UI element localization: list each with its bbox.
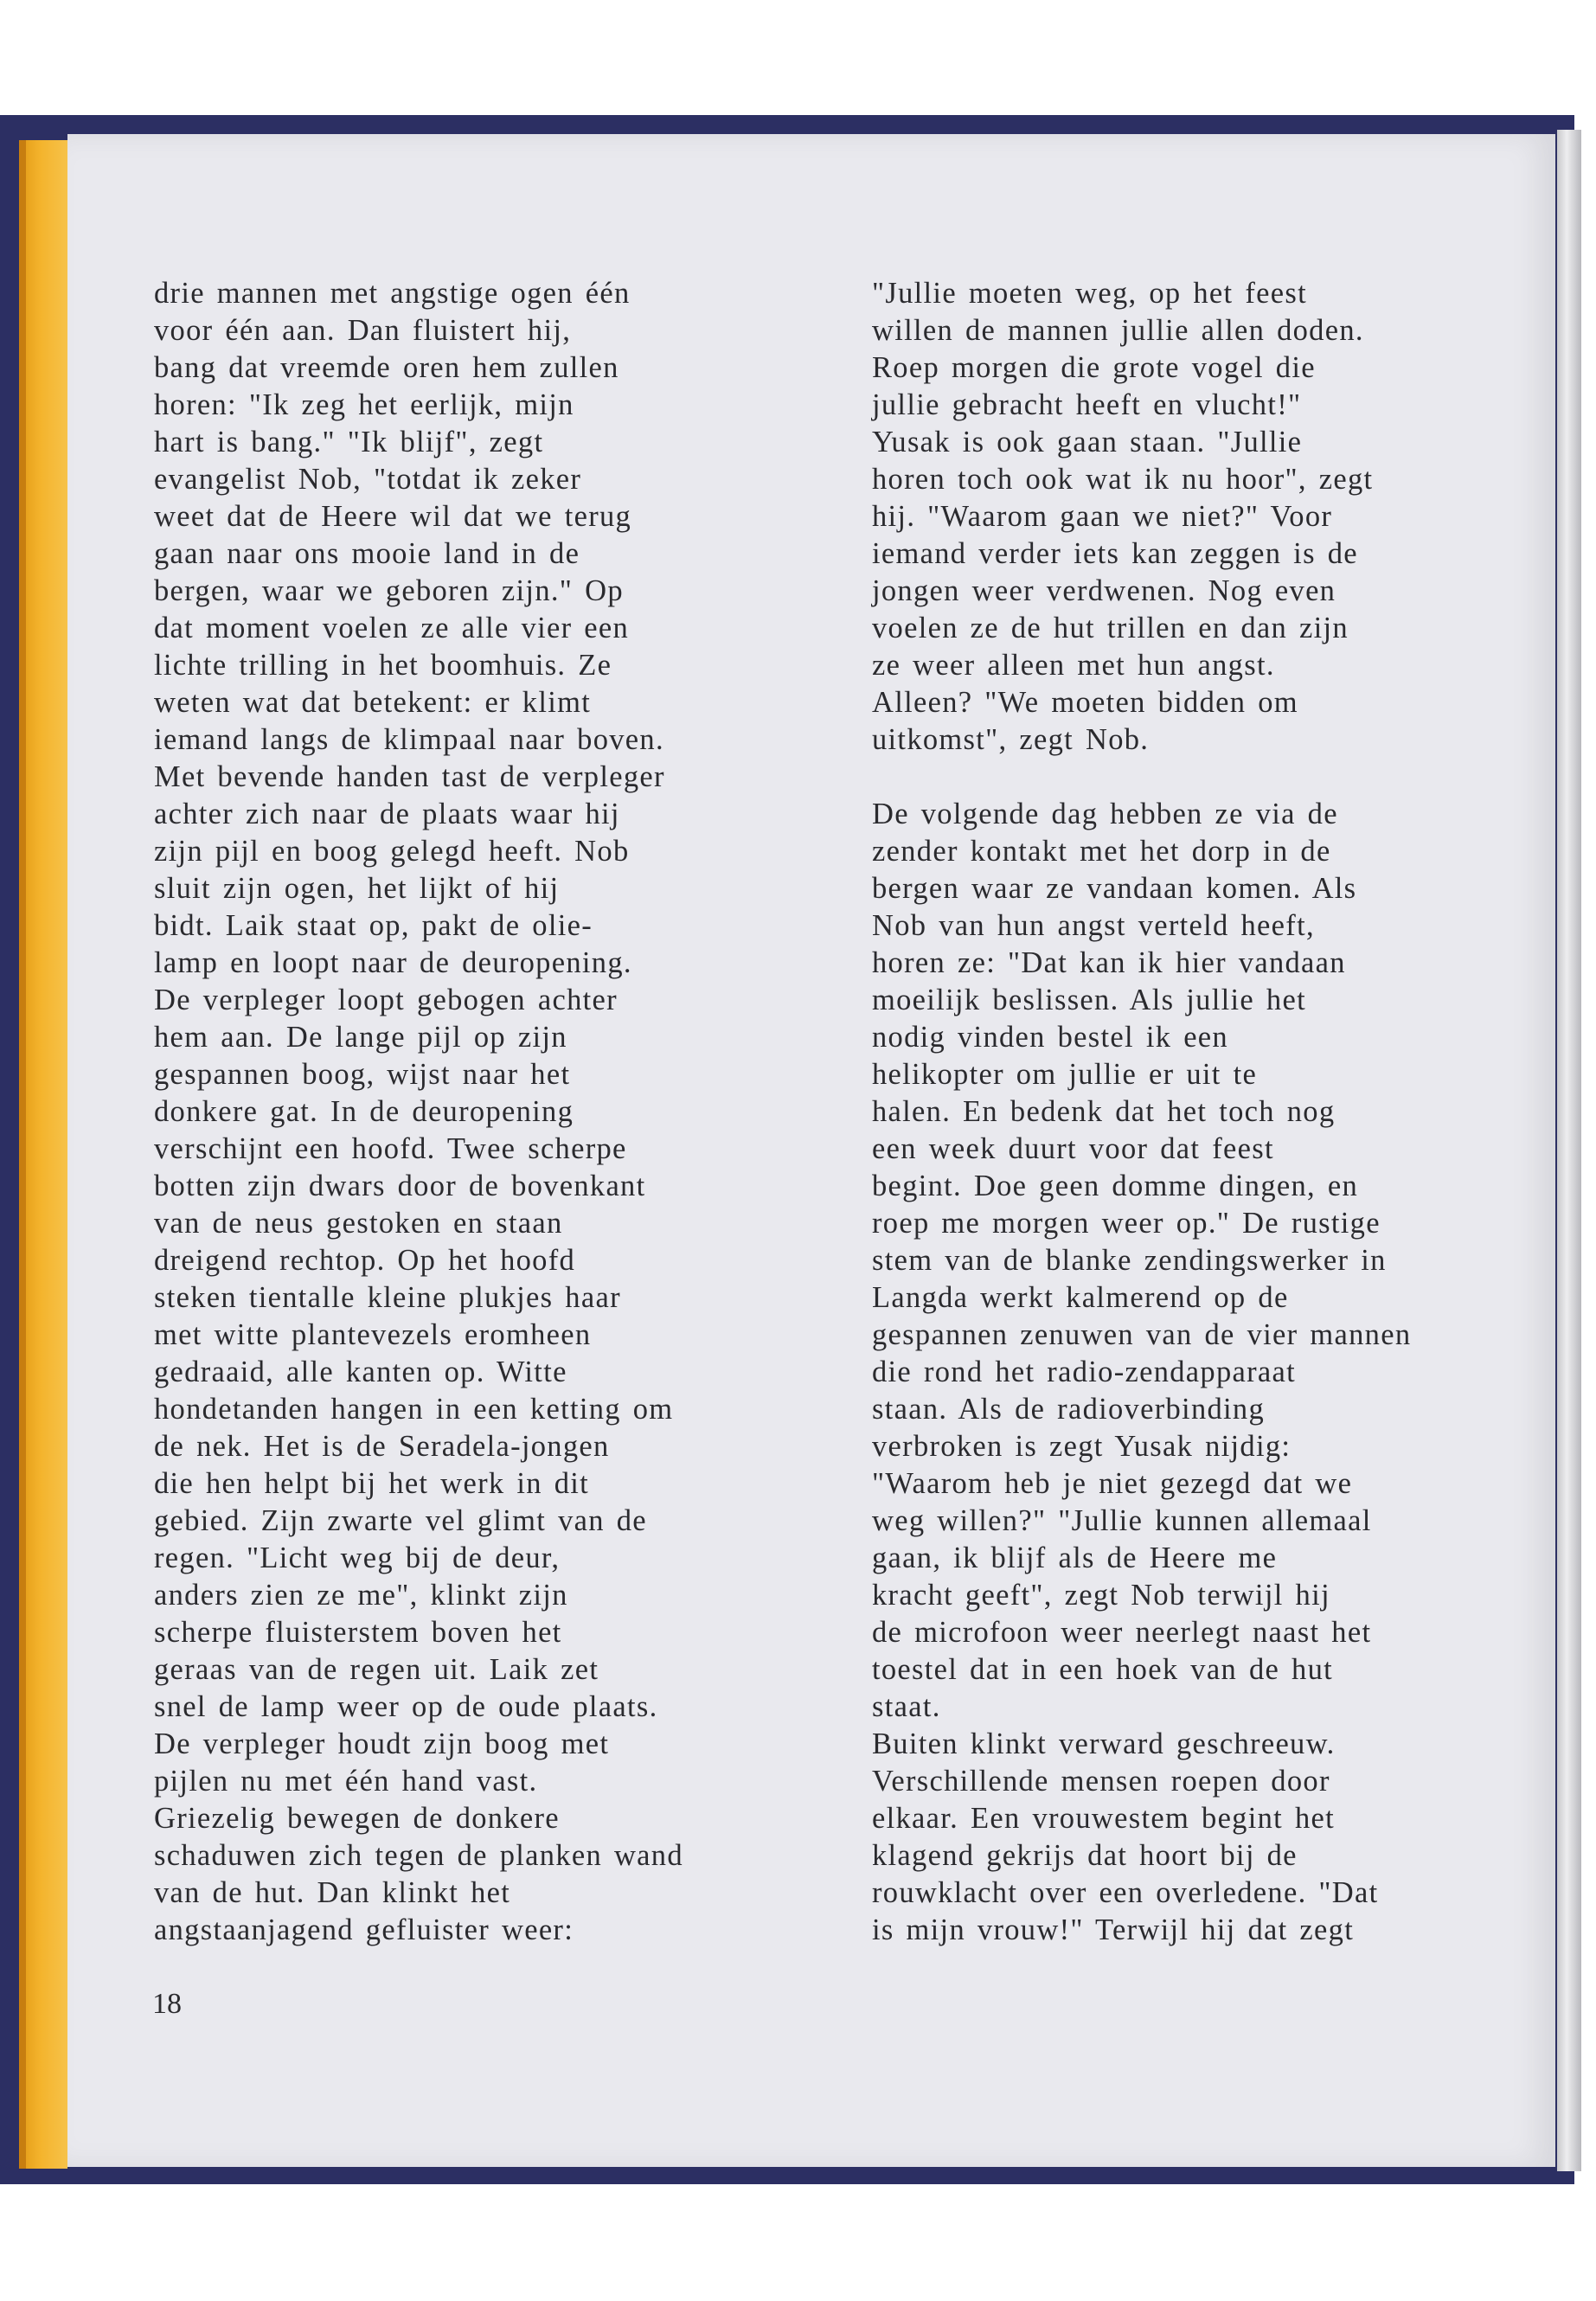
text-line: verbroken is zegt Yusak nijdig: [872,1430,1292,1463]
text-line: is mijn vrouw!" Terwijl hij dat zegt [872,1913,1355,1946]
text-line: iemand langs de klimpaal naar boven. [154,723,664,756]
text-line: "Waarom heb je niet gezegd dat we [872,1467,1353,1500]
text-line: met witte plantevezels eromheen [154,1318,592,1351]
printed-page [67,134,1555,2167]
paragraph-gap [872,759,1547,796]
text-line: bergen waar ze vandaan komen. Als [872,872,1357,905]
text-line: anders zien ze me", klinkt zijn [154,1579,568,1612]
text-line: horen ze: "Dat kan ik hier vandaan [872,946,1346,979]
text-line: Langda werkt kalmerend op de [872,1281,1289,1314]
text-line: Met bevende handen tast de verpleger [154,760,665,793]
text-line: achter zich naar de plaats waar hij [154,798,620,830]
text-line: Alleen? "We moeten bidden om [872,686,1298,719]
text-line: zijn pijl en boog gelegd heeft. Nob [154,835,630,868]
text-line: begint. Doe geen domme dingen, en [872,1170,1359,1202]
text-line: gedraaid, alle kanten op. Witte [154,1356,567,1388]
text-line: ze weer alleen met hun angst. [872,649,1275,682]
text-line: hem aan. De lange pijl op zijn [154,1021,567,1054]
text-line: Roep morgen die grote vogel die [872,351,1316,384]
text-line: Yusak is ook gaan staan. "Jullie [872,426,1303,458]
text-line: weet dat de Heere wil dat we terug [154,500,632,533]
text-line: Verschillende mensen roepen door [872,1765,1330,1798]
text-line: drie mannen met angstige ogen één [154,277,631,310]
text-line: voelen ze de hut trillen en dan zijn [872,612,1349,644]
text-line: botten zijn dwars door de bovenkant [154,1170,646,1202]
text-line: van de neus gestoken en staan [154,1207,563,1240]
text-line: helikopter om jullie er uit te [872,1058,1258,1091]
page-number: 18 [152,1988,182,2020]
text-line: lichte trilling in het boomhuis. Ze [154,649,612,682]
text-line: angstaanjagend gefluister weer: [154,1913,574,1946]
text-line: De volgende dag hebben ze via de [872,798,1338,830]
text-line: de microfoon weer neerlegt naast het [872,1616,1372,1649]
text-line: pijlen nu met één hand vast. [154,1765,538,1798]
text-line: weg willen?" "Jullie kunnen allemaal [872,1504,1372,1537]
text-line: Nob van hun angst verteld heeft, [872,909,1315,942]
text-line: geraas van de regen uit. Laik zet [154,1653,599,1686]
text-line: hij. "Waarom gaan we niet?" Voor [872,500,1333,533]
text-line: staat. [872,1690,941,1723]
text-line: jullie gebracht heeft en vlucht!" [872,388,1302,421]
text-line: scherpe fluisterstem boven het [154,1616,562,1649]
text-line: dat moment voelen ze alle vier een [154,612,630,644]
book-spine-edge [19,140,26,2169]
left-text-column [154,275,846,1949]
text-line: lamp en loopt naar de deuropening. [154,946,632,979]
page-edge-right [1557,130,1581,2171]
text-line: die rond het radio-zendapparaat [872,1356,1297,1388]
text-line: horen toch ook wat ik nu hoor", zegt [872,463,1374,496]
text-line: van de hut. Dan klinkt het [154,1876,511,1909]
right-text-column [872,275,1547,1949]
text-line: staan. Als de radioverbinding [872,1393,1266,1426]
text-line: klagend gekrijs dat hoort bij de [872,1839,1298,1872]
text-line: sluit zijn ogen, het lijkt of hij [154,872,560,905]
book-spine-strip [19,140,67,2169]
text-line: nodig vinden bestel ik een [872,1021,1228,1054]
text-line: De verpleger loopt gebogen achter [154,984,618,1016]
text-line: gaan naar ons mooie land in de [154,537,580,570]
text-line: zender kontakt met het dorp in de [872,835,1331,868]
text-line: roep me morgen weer op." De rustige [872,1207,1381,1240]
text-line: voor één aan. Dan fluistert hij, [154,314,572,347]
text-line: snel de lamp weer op de oude plaats. [154,1690,658,1723]
text-line: evangelist Nob, "totdat ik zeker [154,463,582,496]
text-line: elkaar. Een vrouwestem begint het [872,1802,1336,1835]
text-line: schaduwen zich tegen de planken wand [154,1839,683,1872]
text-line: rouwklacht over een overledene. "Dat [872,1876,1379,1909]
text-line: verschijnt een hoofd. Twee scherpe [154,1132,627,1165]
text-line: gebied. Zijn zwarte vel glimt van de [154,1504,647,1537]
text-line: uitkomst", zegt Nob. [872,723,1150,756]
text-line: steken tientalle kleine plukjes haar [154,1281,621,1314]
text-line: hart is bang." "Ik blijf", zegt [154,426,544,458]
text-line: Griezelig bewegen de donkere [154,1802,560,1835]
text-line: donkere gat. In de deuropening [154,1095,574,1128]
text-line: kracht geeft", zegt Nob terwijl hij [872,1579,1330,1612]
text-line: willen de mannen jullie allen doden. [872,314,1364,347]
text-line: dreigend rechtop. Op het hoofd [154,1244,576,1277]
text-line: De verpleger houdt zijn boog met [154,1727,610,1760]
text-line: "Jullie moeten weg, op het feest [872,277,1307,310]
text-line: een week duurt voor dat feest [872,1132,1274,1165]
text-line: bang dat vreemde oren hem zullen [154,351,619,384]
text-line: stem van de blanke zendingswerker in [872,1244,1387,1277]
text-line: regen. "Licht weg bij de deur, [154,1541,561,1574]
text-line: gespannen zenuwen van de vier mannen [872,1318,1412,1351]
text-line: toestel dat in een hoek van de hut [872,1653,1334,1686]
text-line: horen: "Ik zeg het eerlijk, mijn [154,388,574,421]
text-line: gespannen boog, wijst naar het [154,1058,571,1091]
text-line: iemand verder iets kan zeggen is de [872,537,1358,570]
text-line: bidt. Laik staat op, pakt de olie- [154,909,593,942]
text-line: bergen, waar we geboren zijn." Op [154,574,624,607]
text-line: Buiten klinkt verward geschreeuw. [872,1727,1336,1760]
text-line: weten wat dat betekent: er klimt [154,686,592,719]
text-line: halen. En bedenk dat het toch nog [872,1095,1336,1128]
text-line: hondetanden hangen in een ketting om [154,1393,674,1426]
text-line: gaan, ik blijf als de Heere me [872,1541,1278,1574]
text-line: die hen helpt bij het werk in dit [154,1467,590,1500]
text-line: moeilijk beslissen. Als jullie het [872,984,1306,1016]
text-line: jongen weer verdwenen. Nog even [872,574,1336,607]
text-line: de nek. Het is de Seradela-jongen [154,1430,610,1463]
